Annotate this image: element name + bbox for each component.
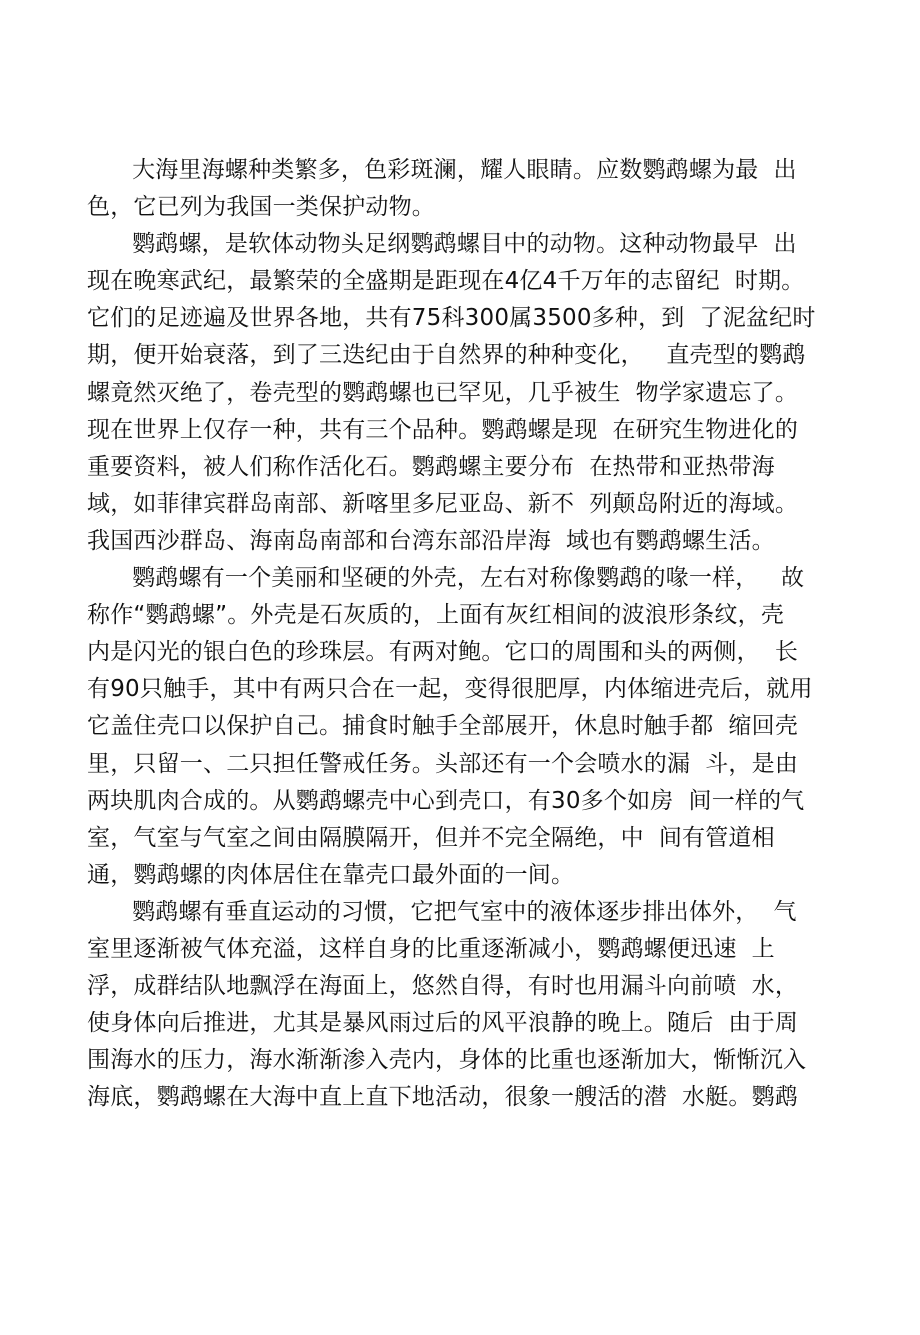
text-line: 通，鹦鹉螺的肉体居住在靠壳口最外面的一间。 <box>87 861 575 888</box>
text-line: 它盖住壳口以保护自己。捕食时触手全部展开，休息时触手都 缩回壳 <box>87 713 799 740</box>
text-line: 色，它已列为我国一类保护动物。 <box>87 194 435 221</box>
text-line: 期，便开始衰落，到了三迭纪由于自然界的种种变化， 直壳型的鹦鹉 <box>87 342 806 369</box>
text-line: 鹦鹉螺有一个美丽和坚硬的外壳，左右对称像鹦鹉的喙一样， 故 <box>87 565 805 592</box>
text-line: 浮，成群结队地飘浮在海面上，悠然自得，有时也用漏斗向前喷 水， <box>87 973 799 1000</box>
text-line: 有90只触手，其中有两只合在一起，变得很肥厚，内体缩进壳后，就用 <box>87 676 813 703</box>
text-line: 室，气室与气室之间由隔膜隔开，但并不完全隔绝，中 间有管道相 <box>87 824 775 851</box>
text-line: 鹦鹉螺有垂直运动的习惯，它把气室中的液体逐步排出体外， 气 <box>87 898 797 925</box>
paragraph-classification <box>87 226 847 560</box>
text-line: 海底，鹦鹉螺在大海中直上直下地活动，很象一艘活的潜 水艇。鹦鹉 <box>87 1084 799 1111</box>
text-line: 现在晚寒武纪，最繁荣的全盛期是距现在4亿4千万年的志留纪 时期。 <box>87 268 805 295</box>
text-line: 里，只留一、二只担任警戒任务。头部还有一个会喷水的漏 斗，是由 <box>87 750 799 777</box>
text-line: 我国西沙群岛、海南岛南部和台湾东部沿岸海 域也有鹦鹉螺生活。 <box>87 527 775 554</box>
text-line: 室里逐渐被气体充溢，这样自身的比重逐渐减小，鹦鹉螺便迅速 上 <box>87 935 775 962</box>
paragraph-shell <box>87 560 847 894</box>
text-line: 螺竟然灭绝了，卷壳型的鹦鹉螺也已罕见，几乎被生 物学家遗忘了。 <box>87 379 799 406</box>
text-line: 它们的足迹遍及世界各地，共有75科300属3500多种，到 了泥盆纪时 <box>87 305 816 332</box>
text-line: 两块肌肉合成的。从鹦鹉螺壳中心到壳口，有30多个如房 间一样的气 <box>87 787 805 814</box>
paragraph-intro <box>87 152 847 226</box>
text-line: 使身体向后推进，尤其是暴风雨过后的风平浪静的晚上。随后 由于周 <box>87 1010 799 1037</box>
text-line: 鹦鹉螺，是软体动物头足纲鹦鹉螺目中的动物。这种动物最早 出 <box>87 231 797 258</box>
paragraph-movement <box>87 894 847 1117</box>
document-body <box>87 152 847 1116</box>
text-line: 称作“鹦鹉螺”。外壳是石灰质的，上面有灰红相间的波浪形条纹，壳 <box>87 602 785 629</box>
text-line: 重要资料，被人们称作活化石。鹦鹉螺主要分布 在热带和亚热带海 <box>87 453 775 480</box>
text-line: 围海水的压力，海水渐渐渗入壳内，身体的比重也逐渐加大，惭惭沉入 <box>87 1047 807 1074</box>
text-line: 大海里海螺种类繁多，色彩斑澜，耀人眼睛。应数鹦鹉螺为最 出 <box>87 157 797 183</box>
text-line: 域，如菲律宾群岛南部、新喀里多尼亚岛、新不 列颠岛附近的海域。 <box>87 490 799 517</box>
text-line: 内是闪光的银白色的珍珠层。有两对鲍。它口的周围和头的两侧， 长 <box>87 639 799 666</box>
text-line: 现在世界上仅存一种，共有三个品种。鹦鹉螺是现 在研究生物进化的 <box>87 416 799 443</box>
